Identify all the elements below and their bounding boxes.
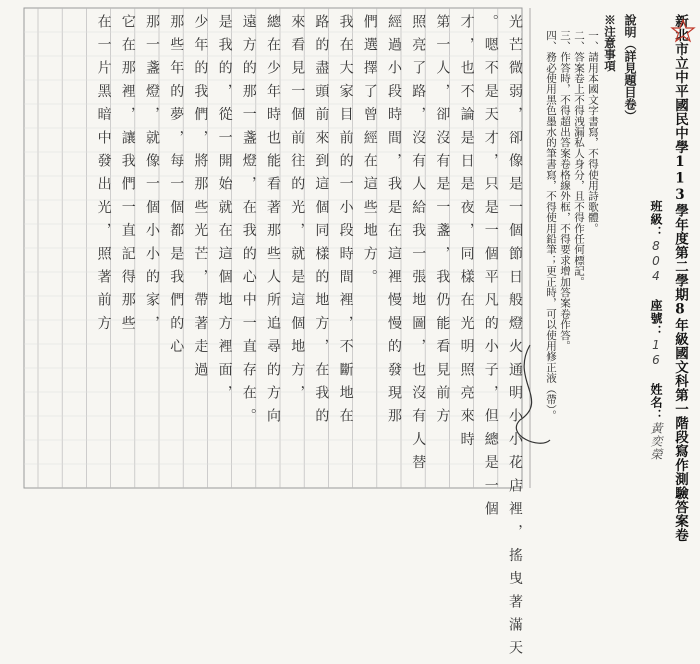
instructions-title: 說明（詳見題目卷） xyxy=(623,14,637,122)
class-label: 班級： xyxy=(649,200,663,239)
essay-column: 遠方的那一盞燈，在我的心中一直存在。 xyxy=(240,14,257,432)
sheet-title: 新北市立中平國民中學113學年度第二學期8年級國文科第一階段寫作測驗答案卷 xyxy=(672,14,688,542)
notes-title: ※注意事項 xyxy=(603,14,617,72)
essay-column: 第一人，卻沒有是一盞，我仍能看見前方 xyxy=(434,14,451,432)
essay-column: 才，也不論是日是夜，同樣在光明照亮來時 xyxy=(458,14,475,455)
essay-column: 光芒微弱，卻像是一個節日般燈火通明小小花店裡，搖曳著滿天 xyxy=(507,14,523,664)
seat-label: 座號： xyxy=(649,299,663,338)
essay-column: 那一盞燈，就像一個小小的家， xyxy=(144,14,160,339)
essay-column: 是我的，從一開始就在這個地方裡面， xyxy=(216,14,233,409)
note-2: 二、答案卷上不得洩漏私人身分，且不得作任何標記。 xyxy=(573,30,585,287)
essay-column: 來看見一個前往的光，就是這個地方， xyxy=(289,14,306,409)
essay-column: 那些年的夢，每一個都是我們的心 xyxy=(168,14,185,362)
essay-column: 經過小段時間，我是在這裡慢慢的發現那 xyxy=(386,14,402,432)
essay-column: 我在大家目前的一小段時間裡，不斷地在 xyxy=(337,14,354,432)
name-value[interactable]: 黃奕榮 xyxy=(649,422,663,461)
essay-column: 。嗯不是天才，只是一個平凡的小子，但總是一個 xyxy=(482,14,499,525)
seat-value[interactable]: 16 xyxy=(649,338,663,368)
name-label: 姓名： xyxy=(649,383,663,422)
note-4: 四、務必使用黑色墨水的筆書寫，不得使用鉛筆；更正時，可以使用修正液（帶）。 xyxy=(545,30,557,421)
essay-column: 它在那裡，讓我們一直記得那些 xyxy=(119,14,136,339)
essay-column: 照亮了路，沒有人給我一張地圖，也沒有人替 xyxy=(410,14,427,478)
essay-column: 總在少年時也能看著那些人所追尋的方向 xyxy=(265,14,281,432)
essay-column: 們選擇了曾經在這些地方。 xyxy=(361,14,378,293)
note-3: 三、作答時，不得超出答案卷格線外框，不得要求增加答案卷作答。 xyxy=(559,30,571,351)
student-identity xyxy=(648,200,665,461)
essay-column: 路的盡頭前來到這個同樣的地方，在我的 xyxy=(313,14,330,432)
essay-column: 少年的我們，將那些光芒，帶著走過 xyxy=(192,14,209,386)
class-value[interactable]: 804 xyxy=(649,239,663,284)
note-1: 一、請用本國文字書寫，不得使用詩歌體。 xyxy=(587,30,599,234)
essay-column: 在一片黑暗中發出光，照著前方 xyxy=(95,14,112,339)
